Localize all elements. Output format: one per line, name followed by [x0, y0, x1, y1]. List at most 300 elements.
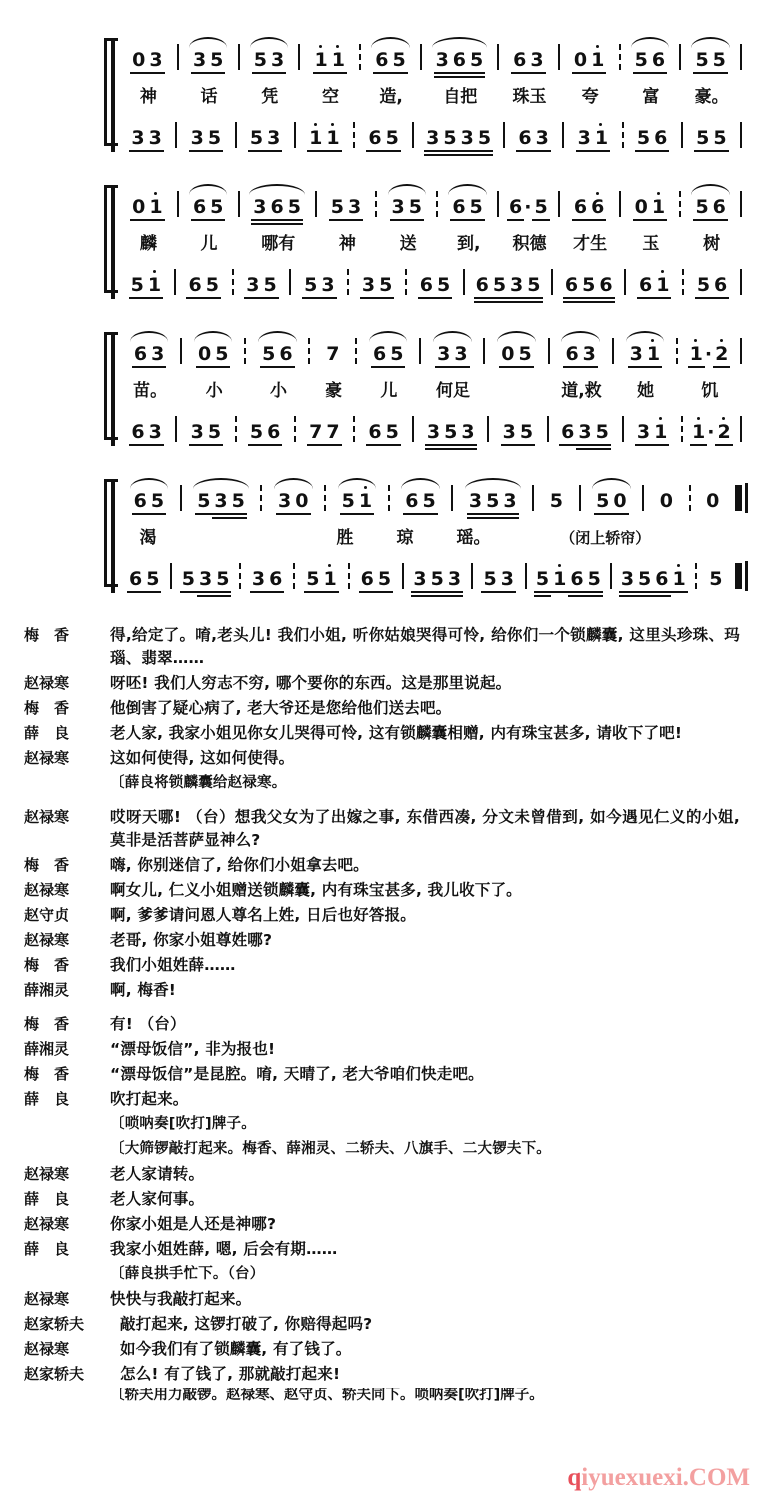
note-group — [656, 491, 677, 511]
lower-staff — [118, 549, 742, 589]
note: 3 — [151, 343, 165, 365]
note: 1 — [651, 196, 666, 218]
measure — [182, 338, 246, 364]
measure — [612, 563, 697, 589]
note: 2 — [715, 343, 729, 365]
measure — [407, 269, 465, 295]
note: 5 — [595, 421, 609, 443]
note: 1 — [323, 568, 337, 590]
note-group — [499, 422, 537, 442]
upper-staff — [118, 471, 742, 511]
note: 5 — [215, 343, 229, 365]
note-group — [617, 569, 690, 589]
note: 5 — [306, 568, 320, 590]
note: 3 — [148, 127, 162, 149]
note-group — [184, 275, 222, 295]
stage-direction-line — [24, 1263, 740, 1286]
lyric-text: 夸 — [581, 87, 599, 107]
measure — [621, 191, 682, 217]
measure — [361, 44, 422, 70]
note-group — [546, 491, 567, 511]
stage-direction-line — [24, 772, 740, 795]
measure — [176, 269, 234, 295]
note-group — [305, 128, 343, 148]
note: 3 — [199, 568, 213, 590]
lower-staff — [118, 255, 742, 295]
note-group — [416, 275, 454, 295]
note-group — [127, 275, 165, 295]
upper-staff — [118, 30, 742, 70]
measure — [179, 191, 240, 217]
note: 6 — [654, 127, 668, 149]
dialogue-line — [24, 747, 740, 770]
speaker-name: 梅 香 — [24, 856, 70, 874]
site-watermark — [567, 1464, 750, 1492]
note: 3 — [149, 49, 163, 71]
note-group — [691, 197, 729, 217]
note-group — [128, 50, 166, 70]
dialogue-text: 怎么! 有了钱了, 那就敲打起来! — [120, 1365, 341, 1383]
measure — [624, 122, 683, 148]
lyric-text: （闭上轿帘） — [560, 529, 651, 547]
measure — [683, 416, 742, 442]
speaker-name: 薛 良 — [24, 1240, 70, 1258]
lyric-cell — [555, 523, 655, 549]
speaker-name: 梅 香 — [24, 626, 70, 644]
note: 5 — [207, 127, 222, 149]
note: 3 — [629, 343, 643, 365]
lyric-text: 她 — [637, 381, 655, 401]
lyric-row — [118, 364, 742, 402]
note: 5 — [253, 49, 267, 71]
note: 1 — [594, 127, 609, 149]
note: 1 — [692, 421, 706, 443]
note: 6 — [714, 274, 728, 296]
upper-staff — [118, 177, 742, 217]
lyric-text: 小 — [270, 381, 287, 401]
dialogue-line — [24, 1063, 740, 1086]
note: 5 — [181, 568, 195, 590]
note: 5 — [408, 196, 422, 218]
note: 3 — [361, 274, 376, 296]
note: 3 — [461, 421, 475, 443]
lyric-cell — [179, 82, 240, 108]
dialogue-line — [24, 1288, 740, 1311]
note-group — [128, 197, 166, 217]
note-group — [358, 275, 396, 295]
lyric-cell — [315, 523, 375, 549]
lyric-cell — [317, 229, 378, 255]
note-group — [246, 128, 284, 148]
lyric-text: 树 — [703, 234, 721, 254]
note-group — [631, 197, 669, 217]
note: 3 — [503, 490, 517, 512]
note-group — [570, 197, 608, 217]
note: 6 — [267, 421, 281, 443]
dialogue-text: 有! （台） — [110, 1015, 186, 1033]
speaker-name: 赵禄寒 — [24, 1290, 70, 1308]
measure — [240, 44, 301, 70]
lyric-text: 儿 — [200, 234, 218, 254]
note: 3 — [253, 196, 267, 218]
stage-direction-text: 〔大筛锣敲打起来。梅香、薛湘灵、二轿夫、八旗手、二大锣夫下。 — [110, 1141, 551, 1157]
speaker-name: 梅 香 — [24, 1065, 70, 1083]
speaker-name: 赵禄寒 — [24, 1340, 70, 1358]
measure — [465, 269, 553, 295]
dialogue-text: 我们小姐姓薛…… — [110, 956, 236, 974]
measure — [118, 122, 177, 148]
lyric-cell — [118, 523, 178, 549]
note: 5 — [470, 49, 484, 71]
note-group — [479, 569, 517, 589]
note-group — [246, 422, 284, 442]
note-group — [127, 128, 165, 148]
note-group — [592, 491, 630, 511]
measure — [118, 44, 179, 70]
lyric-cell — [560, 82, 621, 108]
speaker-name: 薛 良 — [24, 1190, 70, 1208]
note: 5 — [385, 127, 399, 149]
note: 5 — [330, 196, 344, 218]
measure — [326, 485, 390, 511]
note-group — [248, 569, 286, 589]
note-group — [130, 491, 168, 511]
note: 6 — [565, 343, 579, 365]
note-group — [532, 569, 605, 589]
dialogue-line — [24, 722, 740, 745]
system-bracket — [104, 185, 118, 293]
speaker-name: 赵禄寒 — [24, 881, 70, 899]
lyric-text: 积德 — [512, 234, 547, 254]
note: 5 — [709, 568, 723, 590]
lyric-cell — [255, 523, 315, 549]
note: 3 — [278, 490, 292, 512]
measure — [291, 269, 349, 295]
note: 5 — [443, 127, 457, 149]
dialogue-text: 如今我们有了锁麟囊, 有了钱了。 — [120, 1340, 352, 1358]
note: 5 — [696, 127, 710, 149]
note-group — [302, 569, 340, 589]
note-group — [178, 569, 234, 589]
note-group — [433, 344, 471, 364]
measure — [527, 563, 612, 589]
measure — [581, 485, 645, 511]
dialogue-text: 啊, 爹爹请问恩人尊名上姓, 日后也好答报。 — [110, 906, 416, 924]
lyric-text: 琼 — [396, 528, 414, 548]
lyric-text: 话 — [200, 87, 218, 107]
dialogue-text: 你家小姐是人还是神哪? — [110, 1215, 277, 1233]
dialogue-text: 老人家请转。 — [110, 1165, 205, 1183]
note: 5 — [262, 343, 276, 365]
note: 5 — [287, 196, 301, 218]
note-group — [125, 569, 163, 589]
augmentation-dot: · — [704, 343, 713, 365]
note: 6 — [570, 568, 584, 590]
measure — [390, 485, 454, 511]
dialogue-line — [24, 1038, 740, 1061]
note: 3 — [510, 274, 524, 296]
lyric-cell — [435, 523, 512, 549]
note: 6 — [561, 421, 575, 443]
note: 6 — [508, 196, 523, 218]
note: 5 — [304, 274, 318, 296]
dialogue-line — [24, 1338, 740, 1361]
note-group — [305, 422, 343, 442]
note-group — [574, 128, 612, 148]
lyric-text: 豪。 — [694, 87, 729, 107]
note: 6 — [452, 49, 467, 71]
note: 5 — [696, 274, 711, 296]
note: 1 — [149, 196, 163, 218]
dialogue-line — [24, 1213, 740, 1236]
note: 0 — [501, 343, 515, 365]
measure — [678, 338, 742, 364]
lyric-cell — [678, 376, 742, 402]
note: 3 — [192, 49, 207, 71]
note: 0 — [295, 490, 309, 512]
note: 5 — [422, 490, 436, 512]
measure — [414, 122, 505, 148]
dialogue-text: “漂母饭信”是昆腔。唷, 天晴了, 老大爷咱们快走吧。 — [110, 1065, 484, 1083]
note: 5 — [713, 127, 727, 149]
note: 3 — [246, 274, 260, 296]
note: 1 — [314, 49, 328, 71]
dialogue-line — [24, 879, 740, 902]
note: 5 — [341, 490, 355, 512]
note: 3 — [468, 490, 483, 512]
music-system — [0, 177, 760, 302]
dialogue-line — [24, 954, 740, 977]
note: 3 — [413, 568, 427, 590]
cutoff-line — [24, 1388, 740, 1406]
speaker-name: 赵禄寒 — [24, 931, 70, 949]
measure — [172, 563, 241, 589]
dialogue-line — [24, 1238, 740, 1261]
measure — [118, 338, 182, 364]
speaker-name: 薛湘灵 — [24, 1040, 70, 1058]
note-group — [705, 569, 726, 589]
note: 5 — [197, 490, 211, 512]
note: 5 — [587, 568, 601, 590]
note: 5 — [527, 274, 541, 296]
dialogue-script — [0, 618, 760, 1406]
speaker-name: 赵禄寒 — [24, 749, 70, 767]
lyric-text: 道,救 — [561, 381, 602, 401]
speaker-name: 梅 香 — [24, 1015, 70, 1033]
lyric-text: 才生 — [573, 234, 608, 254]
lyric-cell — [499, 82, 560, 108]
upper-staff — [118, 324, 742, 364]
measure — [414, 416, 489, 442]
note: 3 — [535, 127, 549, 149]
dialogue-text: 这如何使得, 这如何使得。 — [110, 749, 295, 767]
note: 3 — [190, 421, 204, 443]
lyric-text: 到, — [457, 234, 481, 254]
speaker-name: 赵禄寒 — [24, 1165, 70, 1183]
note: 5 — [205, 274, 219, 296]
note: 3 — [500, 568, 514, 590]
lyric-text: 珠玉 — [512, 87, 547, 107]
lyric-text: 小 — [205, 381, 223, 401]
lyric-cell — [246, 376, 310, 402]
lyric-cell — [621, 229, 682, 255]
measure — [505, 122, 564, 148]
note-group — [193, 491, 249, 511]
measure — [350, 563, 404, 589]
measure — [534, 485, 580, 511]
lyric-text: 玉 — [642, 234, 660, 254]
speaker-name: 薛 良 — [24, 1090, 70, 1108]
stage-direction-text: 〔薛良将锁麟囊给赵禄寒。 — [110, 775, 287, 791]
note-group — [633, 128, 671, 148]
note-group — [686, 344, 733, 364]
note: 5 — [379, 274, 393, 296]
stage-direction-text: 〔唢呐奏[吹打]牌子。 — [110, 1116, 256, 1132]
measure — [349, 269, 407, 295]
lyric-cell — [655, 523, 698, 549]
note: 5 — [638, 568, 652, 590]
dialogue-text: 嗨, 你别迷信了, 给你们小姐拿去吧。 — [110, 856, 369, 874]
note: 6 — [712, 196, 726, 218]
measure — [296, 416, 355, 442]
note: 5 — [534, 196, 548, 218]
measure — [681, 44, 742, 70]
note-group — [250, 50, 288, 70]
note: 1 — [654, 421, 668, 443]
note-group — [631, 50, 669, 70]
lyric-cell — [179, 229, 240, 255]
note: 3 — [530, 49, 544, 71]
measure — [355, 122, 414, 148]
music-system — [0, 471, 760, 596]
note: 1 — [358, 490, 373, 512]
measure — [295, 563, 349, 589]
music-system — [0, 30, 760, 155]
speaker-name: 薛湘灵 — [24, 981, 70, 999]
augmentation-dot: · — [707, 421, 715, 443]
note: 6 — [475, 274, 489, 296]
note: 6 — [188, 274, 202, 296]
note: 1 — [689, 343, 703, 365]
note: 6 — [368, 127, 382, 149]
note-group — [691, 50, 729, 70]
dialogue-text: 老人家, 我家小姐见你女儿哭得可怜, 这有锁麟囊相赠, 内有珠宝甚多, 请收下了吧! — [110, 724, 683, 742]
measure — [553, 269, 626, 295]
speaker-name: 赵家轿夫 — [24, 1365, 85, 1383]
music-system — [0, 324, 760, 449]
dialogue-line — [24, 1313, 740, 1336]
note: 3 — [460, 127, 474, 149]
measure — [550, 338, 614, 364]
note: 3 — [426, 421, 441, 443]
note: 1 — [326, 127, 340, 149]
lyric-cell — [378, 229, 439, 255]
note: 5 — [695, 49, 709, 71]
lyric-cell — [681, 82, 742, 108]
measure — [473, 563, 527, 589]
note: 5 — [634, 49, 648, 71]
note: 5 — [210, 196, 224, 218]
note: 3 — [267, 127, 281, 149]
note-group — [432, 50, 488, 70]
dialogue-line — [24, 854, 740, 877]
note: 1 — [147, 274, 162, 296]
dialogue-text: 他倒害了疑心病了, 老大爷还是您给他们送去吧。 — [110, 699, 452, 717]
speaker-name: 赵守贞 — [24, 906, 70, 924]
measure — [485, 338, 549, 364]
measure — [564, 122, 623, 148]
note: 3 — [251, 568, 266, 590]
note: 0 — [132, 49, 146, 71]
note: 7 — [309, 421, 323, 443]
note-group — [187, 422, 225, 442]
measure — [300, 44, 361, 70]
note: 6 — [133, 343, 148, 365]
note: 5 — [390, 343, 404, 365]
dialogue-text: 吹打起来。 — [110, 1090, 189, 1108]
note: 5 — [712, 49, 726, 71]
note: 6 — [513, 49, 527, 71]
note-group — [472, 275, 545, 295]
note: 6 — [573, 196, 588, 218]
note: 5 — [377, 568, 392, 590]
watermark-q: q — [567, 1464, 582, 1491]
lyric-text: 儿 — [380, 381, 398, 401]
measure — [237, 122, 296, 148]
lyric-cell — [614, 376, 678, 402]
note-group — [497, 344, 535, 364]
note: 5 — [263, 274, 277, 296]
lyric-cell — [549, 376, 613, 402]
note: 3 — [454, 343, 468, 365]
dialogue-text: 啊, 梅香! — [110, 981, 177, 999]
lyric-cell — [118, 229, 179, 255]
note: 1 — [672, 568, 686, 590]
note-group — [514, 128, 552, 148]
note: 5 — [130, 274, 144, 296]
note: 3 — [148, 421, 162, 443]
lyric-cell — [239, 229, 317, 255]
note: 6 — [270, 196, 284, 218]
note-group — [422, 128, 495, 148]
dialogue-text: 老人家何事。 — [110, 1190, 205, 1208]
lyric-cell — [182, 376, 246, 402]
speaker-name: 赵家轿夫 — [24, 1315, 85, 1333]
note-group — [401, 491, 439, 511]
note-group — [322, 344, 343, 364]
note: 3 — [214, 490, 228, 512]
measure — [355, 416, 414, 442]
lyric-cell — [485, 376, 549, 402]
lyric-text: 胜 — [336, 528, 354, 548]
note-group — [409, 569, 465, 589]
lyric-text: 哪有 — [261, 234, 296, 254]
measure — [118, 416, 177, 442]
lyric-cell — [699, 523, 742, 549]
lyric-cell — [239, 82, 300, 108]
lyric-text: 送 — [399, 234, 417, 254]
lyric-cell — [681, 229, 742, 255]
note: 6 — [639, 274, 653, 296]
note: 5 — [535, 568, 550, 590]
note-group — [311, 50, 349, 70]
measure — [317, 191, 378, 217]
note: 0 — [132, 196, 146, 218]
measure — [357, 338, 421, 364]
dialogue-text: “漂母饭信”, 非为报也! — [110, 1040, 276, 1058]
note: 5 — [695, 196, 709, 218]
lyric-cell — [560, 229, 621, 255]
